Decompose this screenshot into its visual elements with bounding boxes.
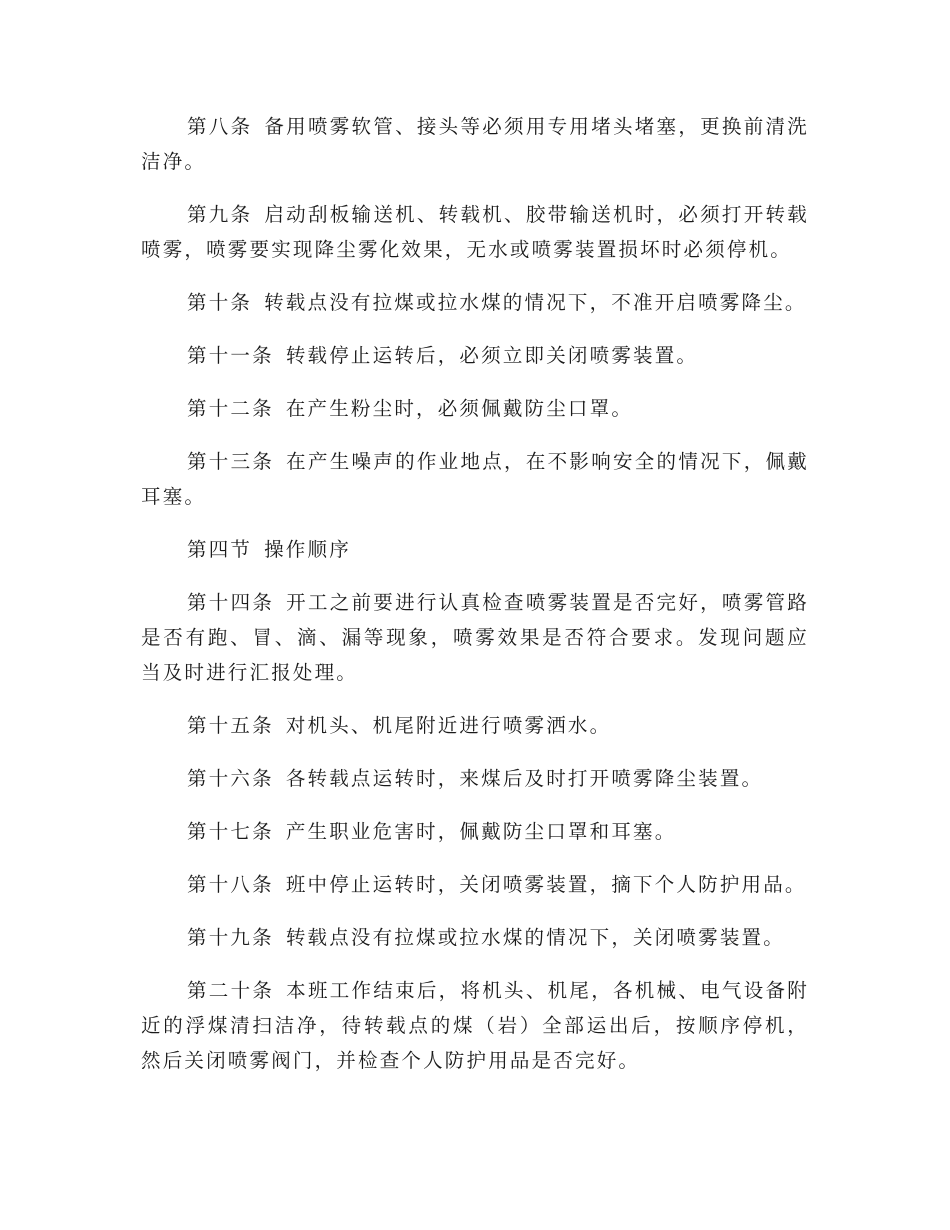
article-10 bbox=[141, 285, 809, 320]
article-text: 产生职业危害时，佩戴防尘口罩和耳塞。 bbox=[285, 820, 677, 843]
article-8 bbox=[141, 109, 809, 179]
article-15 bbox=[141, 708, 809, 743]
section-heading bbox=[141, 532, 809, 567]
article-number: 第十三条 bbox=[187, 450, 275, 473]
article-text: 本班工作结束后，将机头、机尾，各机械、电气设备附近的浮煤清扫洁净，待转载点的煤（岩）全部运出后，按顺序停机，然后关闭喷雾阀门，并检查个人防护用品是否完好。 bbox=[141, 979, 809, 1072]
article-9 bbox=[141, 197, 809, 267]
article-number: 第十九条 bbox=[187, 926, 274, 949]
article-14 bbox=[141, 585, 809, 690]
article-number: 第十七条 bbox=[187, 820, 274, 843]
article-11 bbox=[141, 338, 809, 373]
article-16 bbox=[141, 761, 809, 796]
document-body bbox=[141, 109, 809, 1078]
article-text: 班中停止运转时，关闭喷雾装置，摘下个人防护用品。 bbox=[285, 873, 807, 896]
article-number: 第十二条 bbox=[187, 397, 274, 420]
article-text: 转载点没有拉煤或拉水煤的情况下，不准开启喷雾降尘。 bbox=[264, 291, 807, 314]
article-text: 启动刮板输送机、转载机、胶带输送机时，必须打开转载喷雾，喷雾要实现降尘雾化效果，无水或喷雾装置损坏时必须停机。 bbox=[141, 203, 809, 261]
article-text: 转载停止运转后，必须立即关闭喷雾装置。 bbox=[285, 344, 699, 367]
article-13 bbox=[141, 444, 809, 514]
article-text: 在产生粉尘时，必须佩戴防尘口罩。 bbox=[285, 397, 634, 420]
article-text: 对机头、机尾附近进行喷雾洒水。 bbox=[285, 714, 612, 737]
article-text: 在产生噪声的作业地点，在不影响安全的情况下，佩戴耳塞。 bbox=[141, 450, 809, 508]
article-number: 第十八条 bbox=[187, 873, 274, 896]
article-number: 第十五条 bbox=[187, 714, 274, 737]
article-text: 转载点没有拉煤或拉水煤的情况下，关闭喷雾装置。 bbox=[285, 926, 785, 949]
article-text: 各转载点运转时，来煤后及时打开喷雾降尘装置。 bbox=[285, 767, 764, 790]
article-number: 第十一条 bbox=[187, 344, 274, 367]
article-number: 第八条 bbox=[187, 115, 253, 138]
article-17 bbox=[141, 814, 809, 849]
article-18 bbox=[141, 867, 809, 902]
article-text: 备用喷雾软管、接头等必须用专用堵头堵塞，更换前清洗洁净。 bbox=[141, 115, 809, 173]
article-number: 第二十条 bbox=[187, 979, 275, 1002]
article-19 bbox=[141, 920, 809, 955]
article-number: 第十条 bbox=[187, 291, 253, 314]
article-number: 第十六条 bbox=[187, 767, 274, 790]
article-number: 第九条 bbox=[187, 203, 253, 226]
article-12 bbox=[141, 391, 809, 426]
article-number: 第十四条 bbox=[187, 591, 275, 614]
article-20 bbox=[141, 973, 809, 1078]
section-title: 操作顺序 bbox=[264, 538, 351, 561]
article-text: 开工之前要进行认真检查喷雾装置是否完好，喷雾管路是否有跑、冒、滴、漏等现象，喷雾效果是否符合要求。发现问题应当及时进行汇报处理。 bbox=[141, 591, 809, 684]
section-number: 第四节 bbox=[187, 538, 253, 561]
